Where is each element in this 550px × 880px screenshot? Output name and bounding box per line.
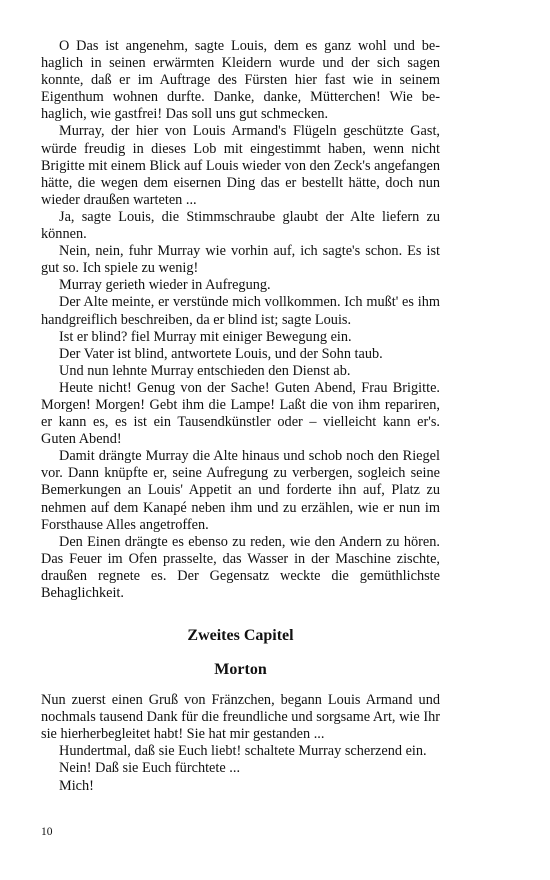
chapter-subheading: Morton	[214, 661, 267, 679]
paragraph: Den Einen drängte es ebenso zu reden, wie den Andern zu hören. Das Feuer im Ofen prasselte, das Wasser in der Maschine zischte, draußen regnete es. Der Gegensatz weckte die gemüthlichste Behaglichkeit.	[41, 533, 440, 601]
chapter-heading: Zweites Capitel	[187, 627, 294, 645]
paragraph: Der Vater ist blind, antwortete Louis, und der Sohn taub.	[59, 345, 383, 362]
paragraph: Heute nicht! Genug von der Sache! Guten Abend, Frau Brigitte. Morgen! Morgen! Gebt ihm die Lampe! Laßt die von ihm repariren, er kann es, es ist ein Tausendkünstler oder – vielleicht kann er's. Guten Abend!	[41, 379, 440, 448]
chapter-text-block	[41, 692, 440, 795]
paragraph: Hundertmal, daß sie Euch liebt! schaltete Murray scherzend ein.	[59, 743, 427, 760]
paragraph: Ja, sagte Louis, die Stimmschraube glaubt der Alte liefern zu können.	[41, 208, 440, 243]
paragraph: Damit drängte Murray die Alte hinaus und schob noch den Riegel vor. Dann knüpfte er, seine Aufregung zu verbergen, sogleich seine Bemerkungen an Louis' Appetit an und forderte ihn auf, Platz zu nehmen auf dem Kanapé neben ihm und zu erzählen, wie er nun im Forsthause Alles angetroffen.	[41, 448, 440, 533]
paragraph: Und nun lehnte Murray entschieden den Dienst ab.	[59, 362, 351, 379]
paragraph: Ist er blind? fiel Murray mit einiger Bewegung ein.	[59, 328, 352, 345]
text-block	[41, 38, 440, 602]
paragraph: Der Alte meinte, er verstünde mich vollkommen. Ich mußt' es ihm handgreiflich beschreiben, da er blind ist; sagte Louis.	[41, 294, 440, 328]
page-body	[41, 38, 440, 795]
paragraph: Nein, nein, fuhr Murray wie vorhin auf, ich sagte's schon. Es ist gut so. Ich spiele zu wenig!	[41, 243, 440, 277]
paragraph: O Das ist angenehm, sagte Louis, dem es ganz wohl und behaglich in seinen erwärmten Kleidern wurde und der sich sagen konnte, daß er im Auftrage des Fürsten hier fast wie in seinem Eigenthum wohnen durfte. Danke, danke, Mütterchen! Wie behaglich, wie gastfrei! Das soll uns gut schmecken.	[41, 38, 440, 123]
page-number: 10	[41, 826, 53, 838]
paragraph: Mich!	[59, 777, 94, 794]
paragraph: Nun zuerst einen Gruß von Fränzchen, begann Louis Armand und nochmals tausend Dank für die freundliche und sorgsame Art, wie Ihr sie hierherbegleitet habt! Sie hat mir gestanden ...	[41, 692, 440, 743]
paragraph: Murray gerieth wieder in Aufregung.	[59, 277, 271, 294]
paragraph: Murray, der hier von Louis Armand's Flügeln geschützte Gast, würde freudig in dieses Lob mit eingestimmt haben, wenn nicht Brigitte mit einem Blick auf Louis wieder von den Zeck's angefangen hätte, die wegen dem eisernen Ding das er bestellt hätte, doch nun wieder draußen warteten ...	[41, 123, 440, 208]
paragraph: Nein! Daß sie Euch fürchtete ...	[59, 760, 241, 777]
